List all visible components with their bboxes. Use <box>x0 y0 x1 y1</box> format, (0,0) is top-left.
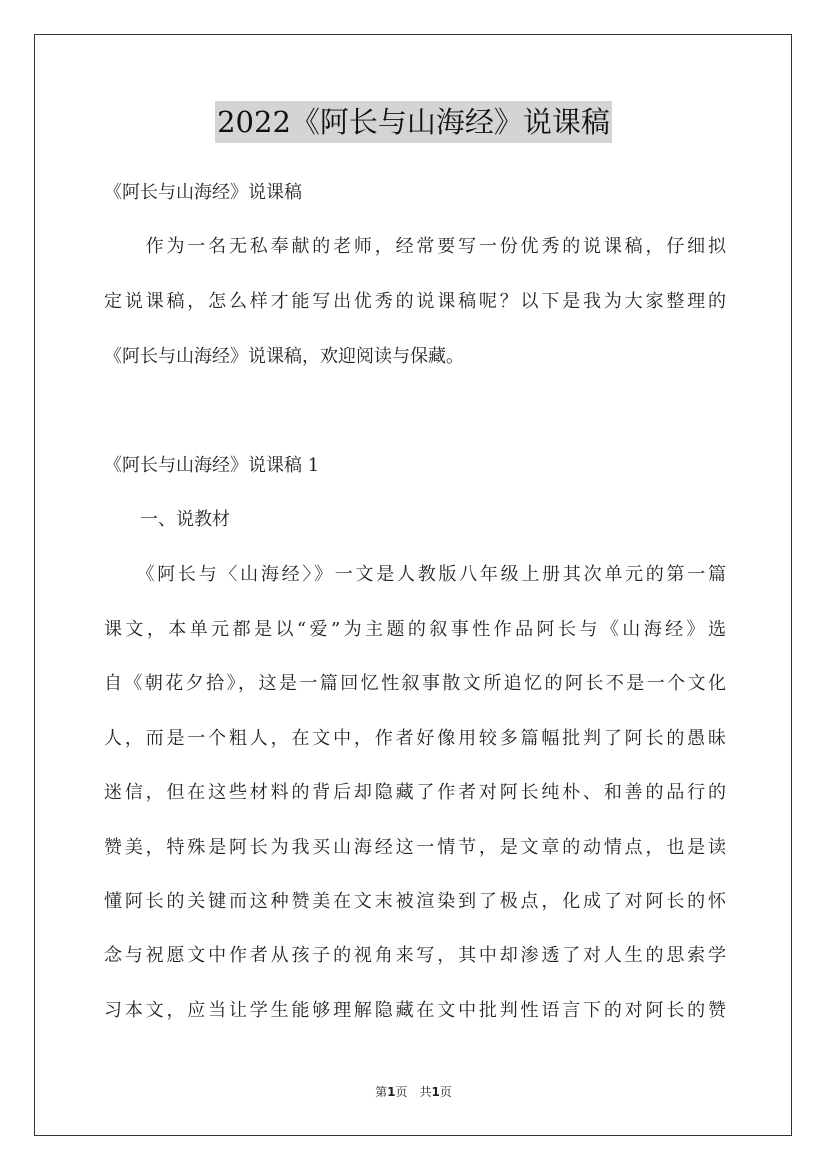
page-mid: 页 共 <box>395 1085 432 1099</box>
body-line: 定说课稿，怎么样才能写出优秀的说课稿呢？以下是我为大家整理的 <box>104 291 726 312</box>
body-line: 课文，本单元都是以“爱”为主题的叙事性作品阿长与《山海经》选 <box>104 619 726 640</box>
body-line: 懂阿长的关键而这种赞美在文末被渲染到了极点，化成了对阿长的怀 <box>104 891 726 912</box>
body-line: 赞美，特殊是阿长为我买山海经这一情节，是文章的动情点，也是读 <box>104 837 726 858</box>
page-suffix: 页 <box>439 1085 452 1099</box>
document-title: 2022《阿长与山海经》说课稿 <box>215 101 612 143</box>
page-footer <box>0 1084 827 1100</box>
body-line: 《阿长与山海经》说课稿，欢迎阅读与保藏。 <box>104 346 464 367</box>
document-title-wrap <box>0 101 827 143</box>
sub-heading: 一、说教材 <box>104 509 230 530</box>
body-line: 自《朝花夕拾》，这是一篇回忆性叙事散文所追忆的阿长不是一个文化 <box>104 673 726 694</box>
section-heading: 《阿长与山海经》说课稿 1 <box>104 455 320 476</box>
body-line: 作为一名无私奉献的老师，经常要写一份优秀的说课稿，仔细拟 <box>104 236 726 257</box>
page-prefix: 第 <box>375 1085 388 1099</box>
body-line: 迷信，但在这些材料的背后却隐藏了作者对阿长纯朴、和善的品行的 <box>104 782 726 803</box>
body-line: 人，而是一个粗人，在文中，作者好像用较多篇幅批判了阿长的愚昧 <box>104 728 726 749</box>
body-line: 《阿长与〈山海经〉》一文是人教版八年级上册其次单元的第一篇 <box>104 564 726 585</box>
body-line: 习本文，应当让学生能够理解隐藏在文中批判性语言下的对阿长的赞 <box>104 1000 726 1021</box>
page-total: 1 <box>431 1085 440 1099</box>
page-current: 1 <box>387 1085 396 1099</box>
body-line: 念与祝愿文中作者从孩子的视角来写，其中却渗透了对人生的思索学 <box>104 945 726 966</box>
subtitle-line: 《阿长与山海经》说课稿 <box>104 182 302 203</box>
